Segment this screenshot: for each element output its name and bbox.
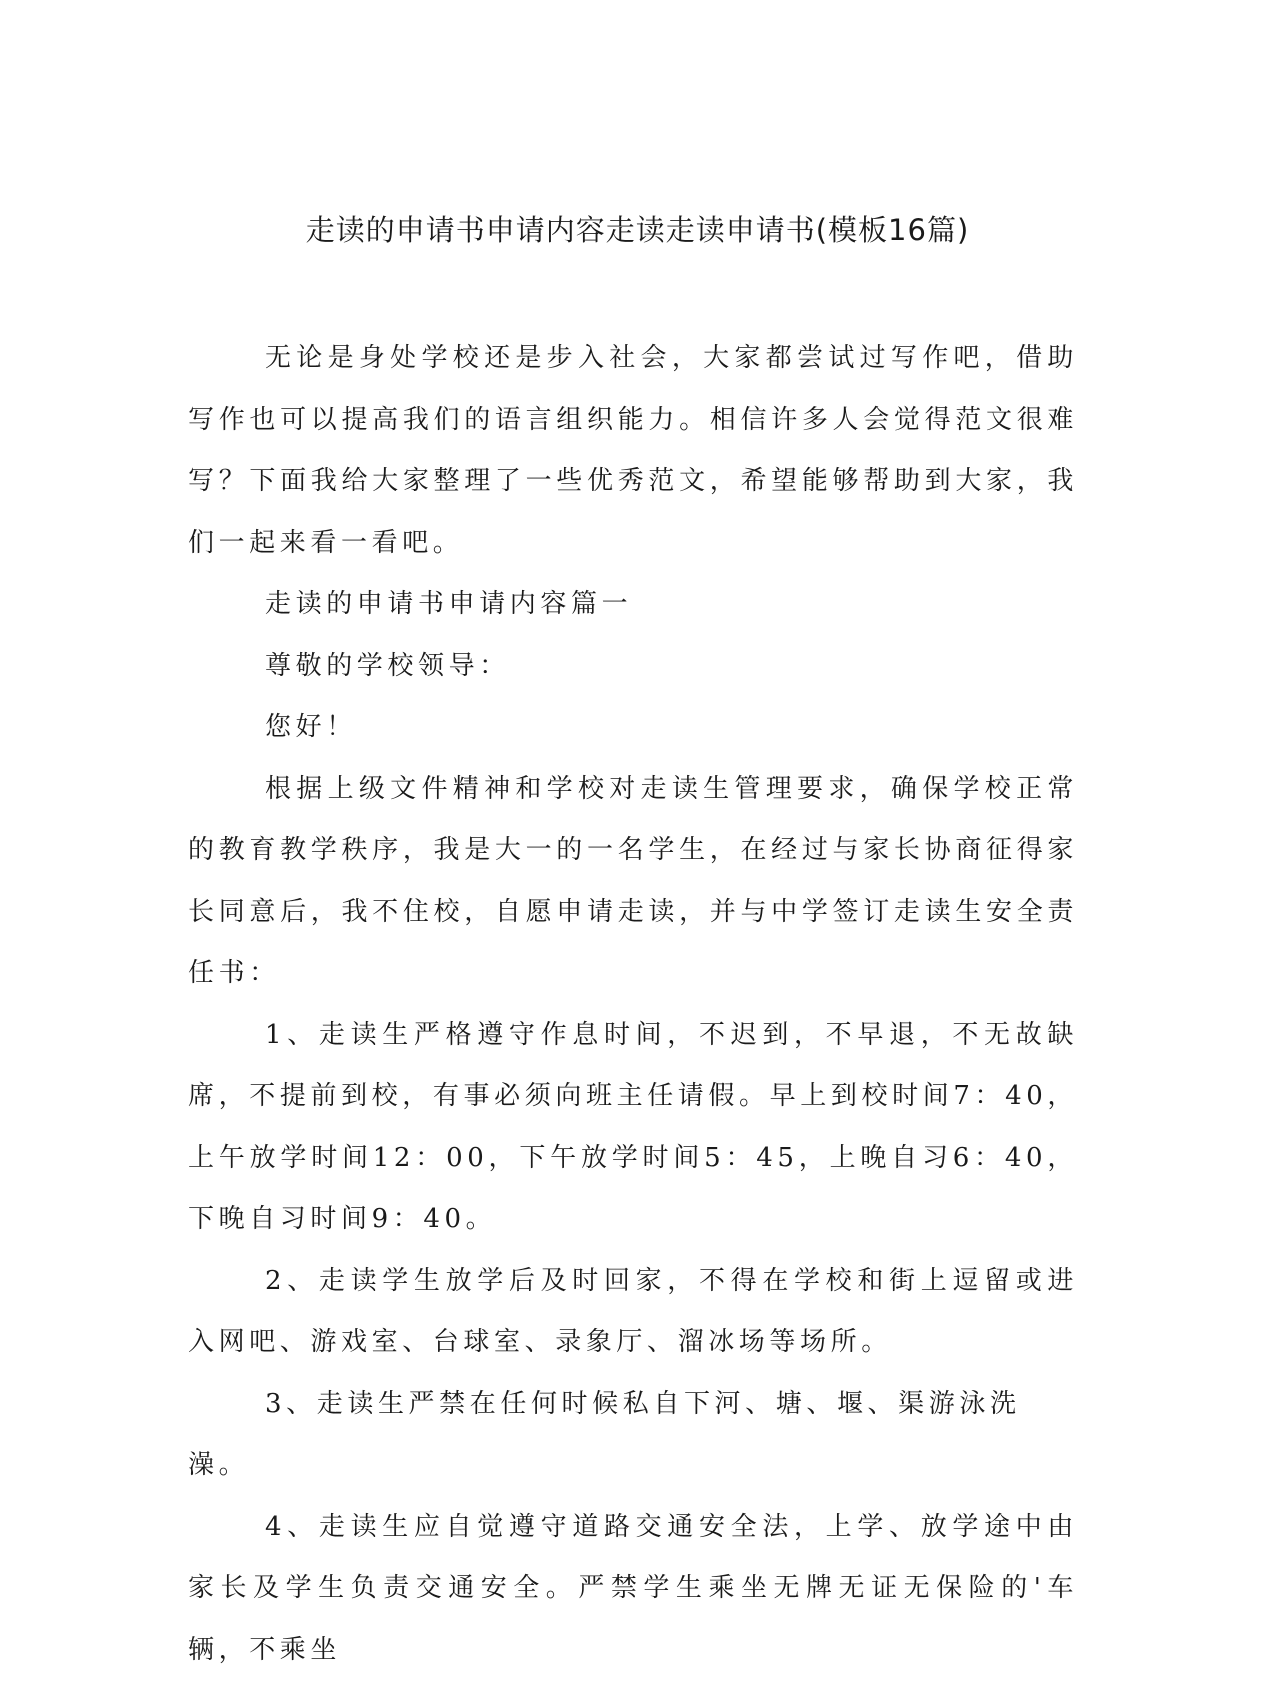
rule-item-2: 2、走读学生放学后及时回家，不得在学校和街上逗留或进入网吧、游戏室、台球室、录象厅、溜冰场等场所。 [188, 1251, 1078, 1374]
greeting: 您好！ [188, 697, 1078, 759]
rule-item-3: 3、走读生严禁在任何时候私自下河、塘、堰、渠游泳洗澡。 [188, 1374, 1078, 1497]
body-paragraph: 根据上级文件精神和学校对走读生管理要求，确保学校正常的教育教学秩序，我是大一的一名学生，在经过与家长协商征得家长同意后，我不住校，自愿申请走读，并与中学签订走读生安全责任书： [188, 759, 1078, 1005]
document-title: 走读的申请书申请内容走读走读申请书(模板16篇) [0, 210, 1275, 250]
section-heading: 走读的申请书申请内容篇一 [188, 574, 1078, 636]
salutation: 尊敬的学校领导： [188, 636, 1078, 698]
intro-paragraph: 无论是身处学校还是步入社会，大家都尝试过写作吧，借助写作也可以提高我们的语言组织能力。相信许多人会觉得范文很难写？下面我给大家整理了一些优秀范文，希望能够帮助到大家，我们一起来看一看吧。 [188, 328, 1078, 574]
rule-item-1: 1、走读生严格遵守作息时间，不迟到，不早退，不无故缺席，不提前到校，有事必须向班主任请假。早上到校时间7：40，上午放学时间12：00，下午放学时间5：45，上晚自习6：40，下晚自习时间9：40。 [188, 1005, 1078, 1251]
document-body [188, 328, 1078, 1681]
rule-item-4: 4、走读生应自觉遵守道路交通安全法，上学、放学途中由家长及学生负责交通安全。严禁学生乘坐无牌无证无保险的'车辆，不乘坐 [188, 1497, 1078, 1681]
